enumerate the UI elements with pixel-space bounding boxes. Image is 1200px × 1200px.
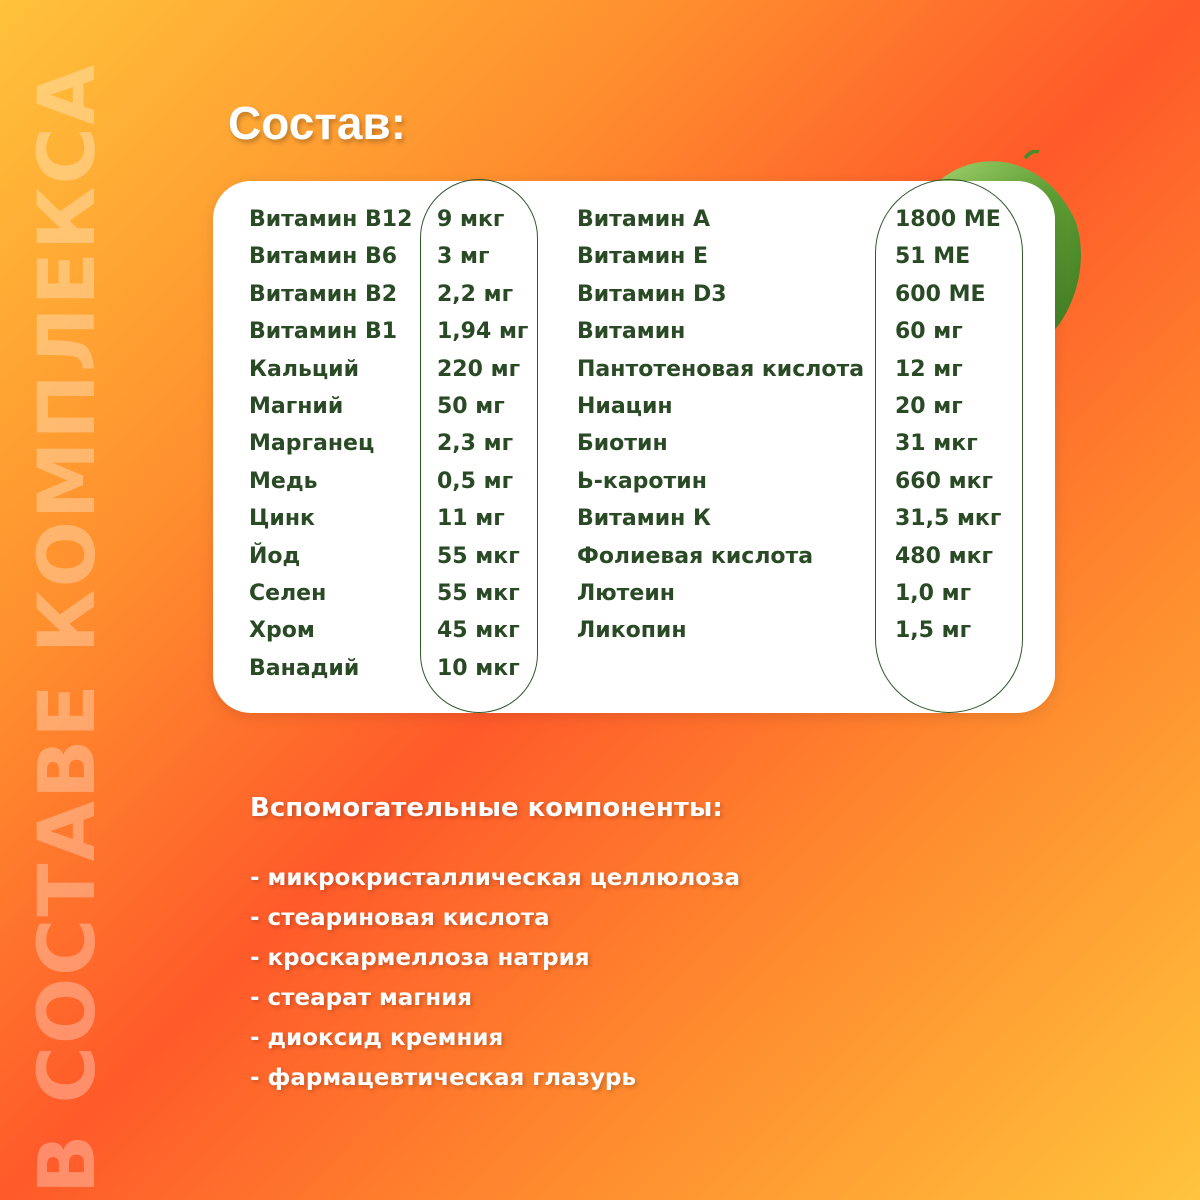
right-nutrient-value: 660 мкг (895, 468, 993, 494)
side-caption: В СОСТАВЕ КОМПЛЕКСА (23, 62, 113, 1194)
list-item: - стеариновая кислота (250, 905, 550, 931)
left-nutrient-value: 55 мкг (437, 581, 520, 606)
right-nutrient-value: 31 мкг (895, 431, 978, 457)
left-nutrient-name: Витамин В2 (249, 281, 398, 307)
right-nutrient-name: Витамин К (577, 506, 712, 532)
left-nutrient-name: Медь (249, 468, 318, 494)
left-nutrient-value: 1,94 мг (437, 319, 529, 345)
left-nutrient-value: 220 мг (437, 356, 521, 382)
left-nutrient-value: 50 мг (437, 394, 505, 419)
list-item: - кроскармеллоза натрия (250, 945, 590, 971)
left-nutrient-name: Ванадий (249, 655, 360, 681)
right-nutrient-value: 60 мг (895, 319, 963, 345)
left-nutrient-value: 55 мкг (437, 543, 520, 569)
right-nutrient-name: Ликопин (577, 618, 687, 644)
list-item: - микрокристаллическая целлюлоза (250, 865, 740, 891)
right-nutrient-value: 12 мг (895, 356, 963, 382)
right-nutrient-name: Витамин D3 (577, 281, 727, 307)
left-nutrient-value: 3 мг (437, 244, 490, 270)
right-nutrient-name: Фолиевая кислота (577, 543, 814, 569)
left-nutrient-name: Кальций (249, 356, 359, 382)
left-nutrient-name: Хром (249, 618, 315, 644)
right-nutrient-value: 51 МЕ (895, 244, 971, 270)
left-nutrient-name: Йод (249, 543, 301, 569)
right-nutrient-value: 600 МЕ (895, 281, 986, 307)
left-nutrient-value: 10 мкг (437, 655, 520, 681)
auxiliary-list (250, 858, 740, 1098)
left-nutrient-name: Магний (249, 394, 344, 419)
right-nutrient-name: Ь-каротин (577, 468, 707, 494)
right-nutrient-value: 1800 МЕ (895, 207, 1001, 232)
right-nutrient-value: 20 мг (895, 394, 963, 419)
list-item: - стеарат магния (250, 985, 473, 1011)
right-nutrient-name: Ниацин (577, 394, 673, 419)
left-nutrient-value: 0,5 мг (437, 468, 514, 494)
right-nutrient-value: 480 мкг (895, 543, 993, 569)
page-title: Состав: (228, 97, 407, 149)
right-nutrient-value: 1,0 мг (895, 581, 972, 606)
left-nutrient-value: 2,3 мг (437, 431, 514, 457)
left-nutrient-value: 9 мкг (437, 207, 505, 232)
left-nutrient-name: Марганец (249, 431, 375, 457)
left-nutrient-value: 11 мг (437, 506, 505, 532)
right-nutrient-value: 31,5 мкг (895, 506, 1002, 532)
left-nutrient-value: 45 мкг (437, 618, 520, 644)
left-nutrient-name: Витамин В12 (249, 207, 413, 232)
left-nutrient-value: 2,2 мг (437, 281, 514, 307)
right-nutrient-name: Витамин А (577, 207, 711, 232)
right-nutrient-name: Витамин Е (577, 244, 709, 270)
right-nutrient-name: Лютеин (577, 581, 675, 606)
right-nutrient-name: Биотин (577, 431, 668, 457)
auxiliary-title: Вспомогательные компоненты: (250, 793, 723, 823)
left-nutrient-name: Витамин В1 (249, 319, 398, 345)
right-nutrient-name: Пантотеновая кислота (577, 356, 865, 382)
right-nutrient-value: 1,5 мг (895, 618, 972, 644)
left-nutrient-name: Витамин В6 (249, 244, 398, 270)
composition-card (213, 181, 1055, 713)
list-item: - диоксид кремния (250, 1025, 504, 1051)
right-nutrient-name: Витамин (577, 319, 686, 345)
list-item: - фармацевтическая глазурь (250, 1065, 637, 1091)
left-nutrient-name: Цинк (249, 506, 315, 532)
left-nutrient-name: Селен (249, 581, 327, 606)
